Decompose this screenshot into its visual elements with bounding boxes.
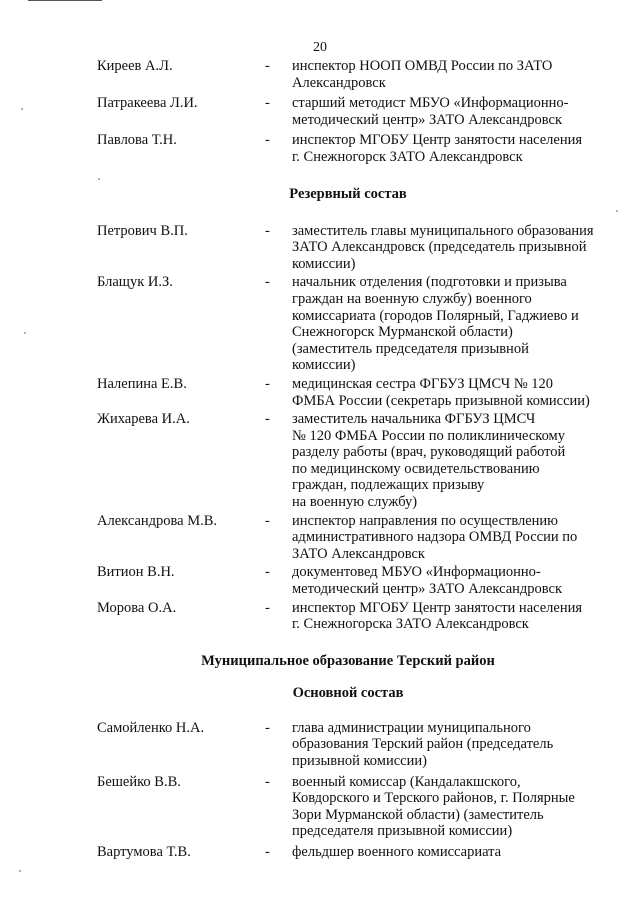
section-heading-reserve: Резервный состав	[289, 185, 407, 202]
member-name: Жихарева И.А.	[97, 411, 190, 428]
list-item	[0, 274, 640, 374]
member-role: инспектор МГОБУ Центр занятости населения г. Снежногорск ЗАТО Александровск	[292, 132, 583, 165]
dash-separator: -	[265, 564, 270, 581]
list-item	[0, 223, 640, 273]
member-role: инспектор МГОБУ Центр занятости населения г. Снежногорска ЗАТО Александровск	[292, 599, 583, 633]
scan-speck	[24, 332, 26, 334]
section-heading-municipality: Муниципальное образование Терский район	[201, 652, 495, 669]
list-item	[0, 513, 640, 563]
dash-separator: -	[265, 843, 270, 860]
dash-separator: -	[265, 375, 270, 392]
member-role: военный комиссар (Кандалакшского, Ковдорского и Терского районов, г. Полярные Зори Мурманской области) (заместитель председателя призывной комиссии)	[292, 773, 575, 840]
member-role: документовед МБУО «Информационно- методический центр» ЗАТО Александровск	[292, 564, 563, 598]
member-name: Киреев А.Л.	[97, 58, 173, 74]
member-name: Бешейко В.В.	[97, 773, 181, 790]
list-item	[0, 95, 640, 128]
list-item	[0, 411, 640, 511]
member-role: заместитель начальника ФГБУЗ ЦМСЧ № 120 ФМБА России по поликлиническому разделу работы (врач, руководящий работой по медицинскому освидетельствованию граждан, подлежащих призыву на военную службу)	[292, 411, 566, 511]
dash-separator: -	[265, 132, 270, 149]
list-item	[0, 132, 640, 165]
member-role: начальник отделения (подготовки и призыва граждан на военную службу) военного комиссариата (городов Полярный, Гаджиево и Снежногорск Мурманской области) (заместитель председателя призывной комиссии)	[292, 274, 579, 374]
section-reserve-list	[0, 223, 640, 633]
dash-separator: -	[265, 58, 270, 74]
member-role: медицинская сестра ФГБУЗ ЦМСЧ № 120 ФМБА России (секретарь призывной комиссии)	[292, 375, 590, 409]
list-item	[0, 720, 640, 770]
document-body	[0, 58, 640, 861]
member-name: Налепина Е.В.	[97, 375, 187, 392]
member-name: Морова О.А.	[97, 599, 177, 616]
section-heading-main: Основной состав	[292, 684, 404, 701]
list-item	[0, 774, 640, 840]
scan-speck	[21, 108, 23, 110]
list-item	[0, 600, 640, 633]
member-role: инспектор направления по осуществлению административного надзора ОМВД России по ЗАТО Александровск	[292, 512, 578, 562]
dash-separator: -	[265, 719, 270, 736]
scan-edge-line	[28, 0, 102, 1]
member-name: Вартумова Т.В.	[97, 843, 191, 860]
list-item	[0, 844, 640, 861]
member-name: Самойленко Н.А.	[97, 719, 205, 736]
member-role: инспектор НООП ОМВД России по ЗАТО Александровск	[292, 58, 553, 91]
scan-speck	[98, 178, 100, 180]
dash-separator: -	[265, 512, 270, 529]
section-main-list-continued	[0, 58, 640, 166]
dash-separator: -	[265, 599, 270, 616]
list-item	[0, 376, 640, 409]
member-role: старший методист МБУО «Информационно- методический центр» ЗАТО Александровск	[292, 95, 569, 128]
scan-speck	[616, 210, 618, 212]
member-name: Патракеева Л.И.	[97, 95, 198, 112]
dash-separator: -	[265, 95, 270, 112]
dash-separator: -	[265, 274, 270, 291]
member-name: Витион В.Н.	[97, 564, 175, 581]
dash-separator: -	[265, 773, 270, 790]
list-item	[0, 564, 640, 597]
section-main-list	[0, 720, 640, 861]
list-item	[0, 58, 640, 91]
page-number: 20	[313, 40, 327, 55]
member-role: заместитель главы муниципального образования ЗАТО Александровск (председатель призывной комиссии)	[292, 222, 594, 272]
member-name: Александрова М.В.	[97, 512, 218, 529]
member-name: Петрович В.П.	[97, 222, 188, 239]
member-name: Блащук И.З.	[97, 274, 173, 291]
dash-separator: -	[265, 222, 270, 239]
member-name: Павлова Т.Н.	[97, 132, 177, 149]
dash-separator: -	[265, 411, 270, 428]
scan-speck	[19, 870, 21, 872]
member-role: фельдшер военного комиссариата	[292, 843, 502, 860]
member-role: глава администрации муниципального образования Терский район (председатель призывной комиссии)	[292, 719, 554, 769]
